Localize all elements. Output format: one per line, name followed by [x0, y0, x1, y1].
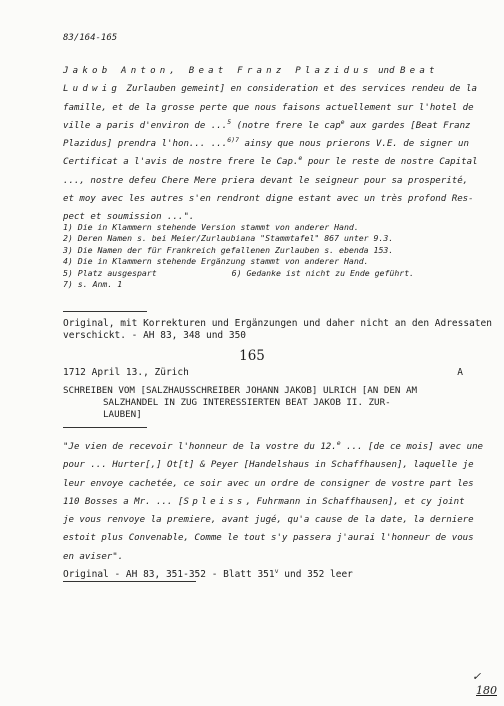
text-line: je vous renvoye la premiere, avant jugé, qu'a cause de la date, la derniere [63, 515, 474, 526]
heading-line: SCHREIBEN VOM [SALZHAUSSCHREIBER JOHANN JAKOB] ULRICH [AN DEN AM [63, 385, 418, 396]
text-line: verschickt. - AH 83, 348 und 350 [63, 330, 247, 341]
text-line [63, 62, 468, 80]
text-line: en aviser". [63, 551, 124, 562]
text-line [63, 438, 484, 456]
spaced-name: Ludwig [63, 84, 122, 95]
line-text: ainsy que nous prierons V.E. de signer un [239, 139, 469, 150]
source-text: Original - AH 83, 351-352 - Blatt 351 [63, 569, 275, 580]
text-line: pect et soumission ...". [63, 212, 195, 223]
spaced-names: Jakob Anton, Beat Franz Plazidus [63, 66, 373, 76]
line-text: Certificat a l'avis de nostre frere le Cap. [63, 157, 299, 168]
spaced-name: Spleiss [183, 496, 246, 507]
footnote-marker: 5 [227, 117, 232, 126]
superscript: e [336, 439, 341, 447]
text-line [63, 153, 478, 171]
letter-164-text [63, 62, 478, 227]
heading-line: SALZHANDEL IN ZUG INTERESSIERTEN BEAT JAKOB II. ZUR- [103, 397, 391, 408]
footnote: 2) Deren Namen s. bei Meier/Zurlaubiana "Stammtafel" 867 unter 9.3. [63, 233, 394, 244]
line-text: ville a paris d'environ de ... [63, 120, 228, 131]
text-line: pour ... Hurter[,] Ot[t] & Peyer [Handelshaus in Schaffhausen], laquelle je [63, 460, 474, 471]
footnote: 4) Die in Klammern stehende Ergänzung stammt von anderer Hand. [63, 256, 369, 267]
line-text: 110 Bosses a Mr. ... [ [63, 496, 184, 507]
conjunction: und [372, 66, 400, 76]
source-underline [63, 581, 196, 582]
text-line [63, 80, 477, 98]
original-note-164 [63, 318, 492, 342]
line-text: Plazidus] prendra l'hon... ... [63, 139, 228, 150]
source-note-165 [63, 569, 353, 580]
superscript: e [340, 117, 345, 126]
text-line: estoit plus Convenable, Comme le tout s'y passera j'aurai l'honneur de vous [63, 533, 474, 544]
footnote-marker: 6)7 [227, 136, 239, 145]
source-text: und 352 leer [278, 569, 353, 580]
letter-165-text [63, 438, 484, 566]
date-line [63, 367, 463, 378]
divider [63, 427, 147, 428]
line-text: aux gardes [Beat Franz [344, 120, 471, 131]
heading-line: LAUBEN] [103, 409, 142, 420]
line-text: Zurlauben gemeint] en consideration et des services rendeu de la [121, 84, 477, 95]
text-line [63, 117, 471, 135]
document-number: 165 [239, 348, 265, 364]
footnote: 1) Die in Klammern stehende Version stammt von anderer Hand. [63, 222, 359, 232]
spaced-name: Beat [399, 66, 439, 76]
line-text: "Je vien de recevoir l'honneur de la vostre du 12. [63, 442, 337, 452]
superscript: e [298, 154, 303, 163]
line-text: ... [de ce mois] avec une [340, 442, 484, 452]
text-line: famille, et de la grosse perte que nous faisons actuellement sur l'hotel de [63, 102, 474, 113]
footnote: 5) Platz ausgespart [63, 267, 157, 278]
text-line [63, 135, 468, 153]
footnote: 6) Gedanke ist nicht zu Ende geführt. [231, 267, 415, 278]
text-line: Original, mit Korrekturen und Ergänzungen und daher nicht an den Adressaten [63, 318, 492, 329]
line-text: , Fuhrmann in Schaffhausen], et cy joint [245, 496, 465, 507]
footnotes [63, 222, 468, 290]
archive-reference: 83/164-165 [63, 33, 118, 43]
handwritten-page-number: 180 [476, 684, 497, 697]
line-text: pour le reste de nostre Capital [302, 157, 478, 168]
check-mark-icon: ✓ [472, 670, 482, 683]
version-letter: A [457, 367, 463, 378]
footnote-row [63, 268, 468, 279]
text-line: et moy avec les autres s'en rendront digne estant avec un très profond Res- [63, 194, 474, 205]
document-heading [63, 385, 473, 421]
footnote: 3) Die Namen der für Frankreich gefallenen Zurlauben s. ebenda 153. [63, 244, 394, 255]
text-line: ..., nostre defeu Chere Mere priera devant le seigneur pour sa prosperité, [63, 175, 469, 186]
text-line: leur envoye cachetée, ce soir avec un ordre de consigner de vostre part les [63, 478, 474, 489]
superscript: v [274, 567, 279, 575]
footnote: 7) s. Anm. 1 [63, 279, 123, 290]
text-line [63, 493, 468, 511]
date-place: 1712 April 13., Zürich [63, 367, 189, 378]
divider [63, 311, 147, 312]
line-text: (notre frere le cap [231, 120, 341, 131]
